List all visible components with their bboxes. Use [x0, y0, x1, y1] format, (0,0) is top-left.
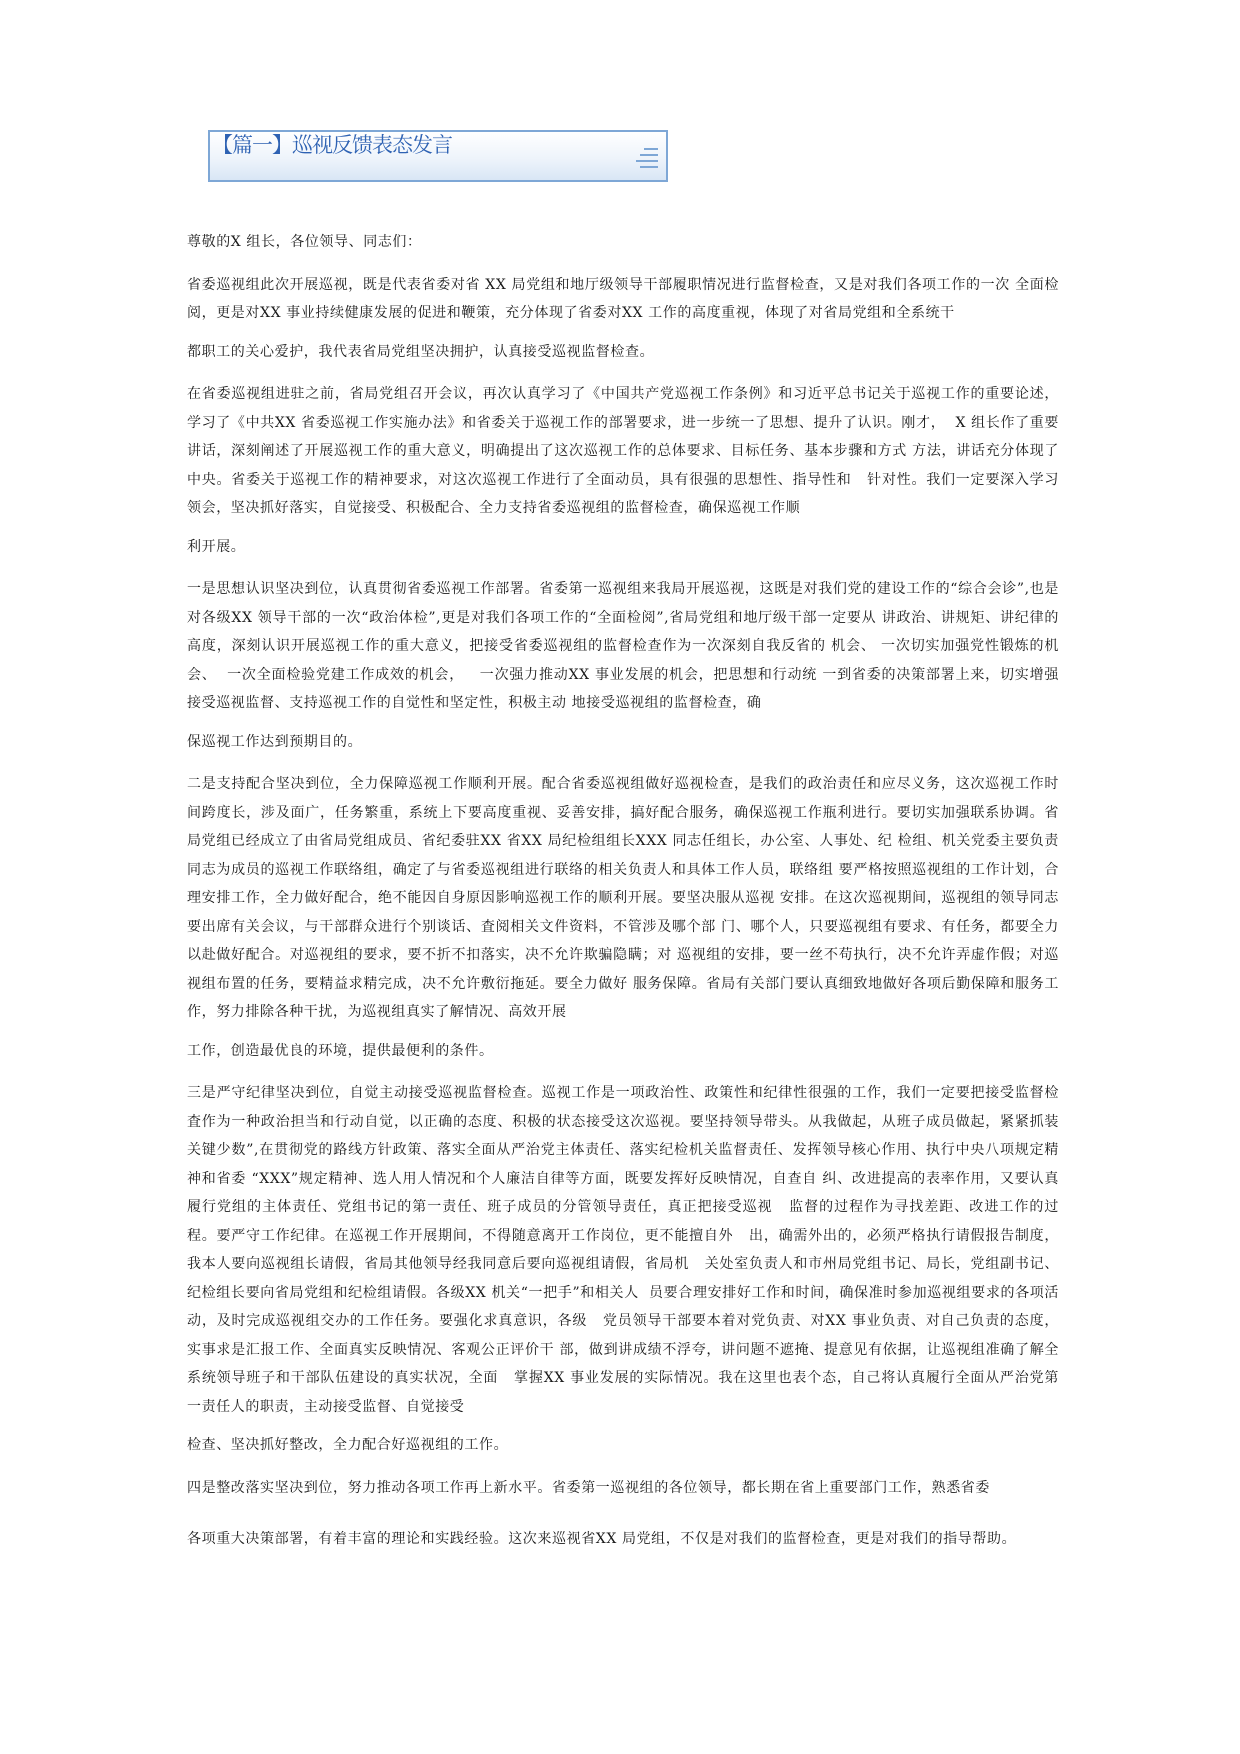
paragraph: 二是支持配合坚决到位，全力保障巡视工作顺利开展。配合省委巡视组做好巡视检查，是我们的政治责任和应尽义务，这次巡视工作时间跨度长，涉及面广，任务繁重，系统上下要高度重视、妥善安排，搞好配合服务，确保巡视工作瓶利进行。要切实加强联系协调。省局党组已经成立了由省局党组成员、省纪委驻XX 省XX 局纪检组组长XXX 同志任组长，办公室、人事处、纪 检组、机关党委主要负责同志为成员的巡视工作联络组，确定了与省委巡视组进行联络的相关负责人和具体工作人员，联络组 要严格按照巡视组的工作计划，合理安排工作，全力做好配合，绝不能因自身原因影响巡视工作的顺利开展。要坚决服从巡视 安排。在这次巡视期间，巡视组的领导同志要出席有关会议，与干部群众进行个别谈话、査阅相关文件资料，不管涉及哪个部 门、哪个人，只要巡视组有要求、有任务，都要全力以赴做好配合。对巡视组的要求，要不折不扣落实，决不允许欺骗隐瞒；对 巡视组的安排，要一丝不苟执行，决不允许弄虚作假；对巡视组布置的任务，要精益求精完成，决不允许敷衍拖延。要全力做好 服务保障。省局有关部门要认真细致地做好各项后勤保障和服务工作，努力排除各种干扰，为巡视组真实了解情况、高效开展 [187, 776, 1059, 1020]
paragraph: 各项重大决策部署，有着丰富的理论和实践经验。这次来巡视省XX 局党组，不仅是对我们的监督检查，更是对我们的指导帮助。 [187, 1531, 1017, 1547]
paragraph: 保巡视工作达到预期目的。 [187, 733, 363, 750]
page-title: 【篇一】巡视反馈表态发言 [212, 133, 452, 157]
paragraph: 都职工的关心爱护，我代表省局党组坚决拥护，认真接受巡视监督检查。 [187, 343, 655, 360]
paragraph: 四是整改落实坚决到位，努力推动各项工作再上新水平。省委第一巡视组的各位领导，都长期在省上重要部门工作，熟悉省委 [187, 1479, 990, 1496]
paragraph: 在省委巡视组进驻之前，省局党组召开会议，再次认真学习了《中国共产党巡视工作条例》和习近平总书记关于巡视工作的重要论述，学习了《中共XX 省委巡视工作实施办法》和省委关于巡视工作的部署要求，进一步统一了思想、提升了认识。刚才， X 组长作了重要讲话，深刻阐述了开展巡视工作的重大意义，明确提出了这次巡视工作的总体要求、目标任务、基本步骤和方式 方法，讲话充分体现了中央。省委关于巡视工作的精神要求，对这次巡视工作进行了全面动员，具有很强的思想性、指导性和 针对性。我们一定要深入学习领会，坚决抓好落实，自觉接受、积极配合、全力支持省委巡视组的监督检查，确保巡视工作顺 [187, 386, 1059, 516]
paragraph: 省委巡视组此次开展巡视，既是代表省委对省 XX 局党组和地厅级领导干部履职情况进行监督检查，又是对我们各项工作的一次 全面检阅，更是对XX 事业持续健康发展的促进和鞭策，充分体现了省委对XX 工作的高度重视，体现了对省局党组和全系统干 [187, 276, 1059, 321]
paragraph: 利开展。 [187, 538, 246, 555]
paragraph: 工作，创造最优良的环境，提供最便利的条件。 [187, 1042, 494, 1059]
paragraph: 一是思想认识坚决到位，认真贯彻省委巡视工作部署。省委第一巡视组来我局开展巡视，这既是对我们党的建设工作的“综合会诊”,也是对各级XX 领导干部的一次“政治体检”,更是对我们各项工作的“全面检阅”,省局党组和地厅级干部一定要从 讲政治、讲规矩、讲纪律的高度，深刻认识开展巡视工作的重大意义，把接受省委巡视组的监督检查作为一次深刻自我反省的 机会、 一次切实加强党性锻炼的机会、 一次全面检验党建工作成效的机会， 一次强力推动XX 事业发展的机会，把思想和行动统 一到省委的决策部署上来，切实增强接受巡视监督、支持巡视工作的自觉性和坚定性，积极主动 地接受巡视组的监督检查，确 [187, 581, 1059, 711]
paragraph: 检查、坚决抓好整改，全力配合好巡视组的工作。 [187, 1437, 509, 1453]
paragraph: 三是严守纪律坚决到位，自觉主动接受巡视监督检查。巡视工作是一项政治性、政策性和纪律性很强的工作，我们一定要把接受监督检査作为一种政治担当和行动自觉，以正确的态度、积极的状态接受这次巡视。要坚持领导带头。从我做起，从班子成员做起，紧紧抓装关键少数”,在贯彻党的路线方针政策、落实全面从严治党主体责任、落实纪检机关监督责任、发挥领导核心作用、执行中央八项规定精神和省委 “XXX”规定精神、选人用人情况和个人廉洁自律等方面，既要发挥好反映情况，自查自 纠、改进提高的表率作用，又要认真履行党组的主体责任、党组书记的第一责任、班子成员的分管领导责任，真正把接受巡视 监督的过程作为寻找差距、改进工作的过程。要严守工作纪律。在巡视工作开展期间，不得随意离开工作岗位，更不能擅自外 出，确需外出的，必须严格执行请假报告制度，我本人要向巡视组长请假，省局其他领导经我同意后要向巡视组请假，省局机 关处室负责人和市州局党组书记、局长，党组副书记、纪检组长要向省局党组和纪检组请假。各级XX 机关“一把手”和相关人 员要合理安排好工作和时间，确保准时参加巡视组要求的各项活动，及时完成巡视组交办的工作任务。要强化求真意识，各级 党员领导干部要本着对党负责、对XX 事业负责、对自己负责的态度，实事求是汇报工作、全面真实反映情况、客观公正评价干 部，做到讲成绩不浮夸，讲问题不遮掩、提意见有依据，让巡视组准确了解全系统领导班子和干部队伍建设的真实状况，全面 掌握XX 事业发展的实际情况。我在这里也表个态，自己将认真履行全面从严治党第一责任人的职责，主动接受监督、自觉接受 [187, 1085, 1059, 1415]
lines-icon [636, 144, 658, 170]
document-body [187, 228, 1059, 1562]
title-banner [208, 130, 668, 182]
salutation: 尊敬的X 组长，各位领导、同志们： [187, 234, 422, 250]
